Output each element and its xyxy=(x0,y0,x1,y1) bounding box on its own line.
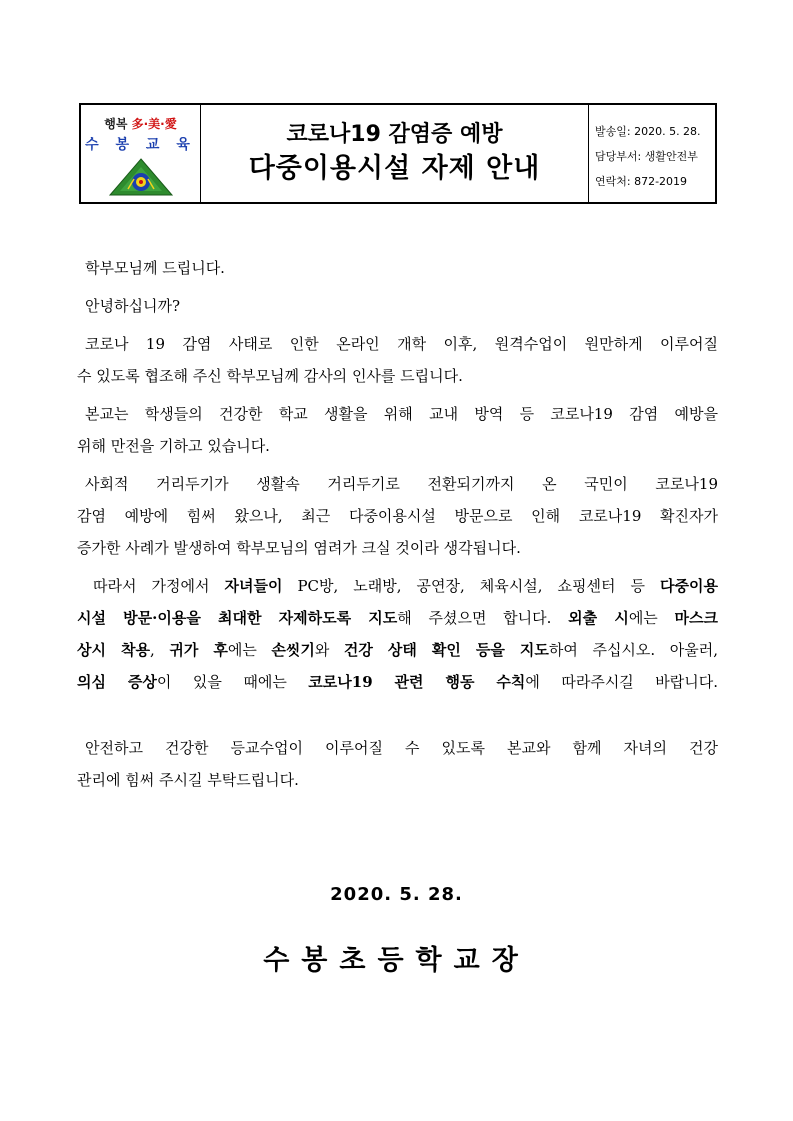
text-run: , xyxy=(149,641,170,659)
paragraph-line xyxy=(77,570,718,602)
emphasis-text: 귀가 후 xyxy=(169,641,228,659)
paragraph-line: 위해 만전을 기하고 있습니다. xyxy=(77,437,270,455)
paragraph-line: 증가한 사례가 발생하여 학부모님의 염려가 크실 것이라 생각됩니다. xyxy=(77,539,521,557)
paragraph-4 xyxy=(77,570,718,698)
paragraph-1 xyxy=(77,328,718,392)
paragraph-line xyxy=(77,602,718,634)
text-run: 에는 xyxy=(227,641,272,659)
logo-name: 수 봉 교 육 xyxy=(85,137,196,153)
logo-slogan-emphasis: 多·美·愛 xyxy=(131,117,177,131)
text-run: 에는 xyxy=(628,609,675,627)
paragraph-line: 수 있도록 협조해 주신 학부모님께 감사의 인사를 드립니다. xyxy=(77,367,463,385)
sent-date: 발송일: 2020. 5. 28. xyxy=(595,125,701,138)
greeting: 학부모님께 드립니다. xyxy=(85,259,225,277)
letter-date: 2020. 5. 28. xyxy=(330,884,463,905)
contact: 연락처: 872-2019 xyxy=(595,175,688,188)
emphasis-text: 마스크 xyxy=(674,609,719,627)
letterhead xyxy=(79,103,717,204)
department: 담당부서: 생활안전부 xyxy=(595,150,698,163)
logo-slogan xyxy=(104,115,177,132)
text-run: 와 xyxy=(314,641,344,659)
emphasis-text: 코로나19 관련 행동 수칙 xyxy=(308,673,526,691)
paragraph-5 xyxy=(77,732,718,796)
paragraph-line: 코로나 19 감염 사태로 인한 온라인 개학 이후, 원격수업이 원만하게 이루어질 xyxy=(85,335,718,353)
paragraph-3 xyxy=(77,468,718,564)
emphasis-text: 건강 상태 확인 등을 지도 xyxy=(343,641,549,659)
text-run: 에 따라주시길 바랍니다. xyxy=(525,673,719,691)
hello: 안녕하십니까? xyxy=(85,297,180,315)
emphasis-text: 외출 시 xyxy=(568,609,629,627)
info-block xyxy=(589,105,715,202)
emphasis-text: 자녀들이 xyxy=(224,577,283,595)
text-run: 따라서 가정에서 xyxy=(93,577,225,595)
title-line1: 코로나19 감염증 예방 xyxy=(286,121,503,147)
text-run: 이 있을 때에는 xyxy=(156,673,309,691)
paragraph-line: 본교는 학생들의 건강한 학교 생활을 위해 교내 방역 등 코로나19 감염 예방을 xyxy=(85,405,718,423)
logo-slogan-prefix: 행복 xyxy=(104,117,128,131)
title-block xyxy=(201,105,589,202)
emphasis-text: 시설 방문·이용을 최대한 자제하도록 지도 xyxy=(77,609,398,627)
paragraph-line xyxy=(77,666,718,698)
emphasis-text: 상시 착용 xyxy=(77,641,150,659)
letter-body xyxy=(77,252,718,796)
page-title: 다중이용시설 자제 안내 xyxy=(248,152,541,184)
paragraph-line: 감염 예방에 힘써 왔으나, 최근 다중이용시설 방문으로 인해 코로나19 확진자가 xyxy=(77,507,718,525)
paragraph-line: 관리에 힘써 주시길 부탁드립니다. xyxy=(77,771,299,789)
school-emblem-icon xyxy=(108,157,174,201)
emphasis-text: 의심 증상 xyxy=(77,673,157,691)
text-run: 하여 주십시오. 아울러, xyxy=(548,641,718,659)
text-run: PC방, 노래방, 공연장, 체육시설, 쇼핑센터 등 xyxy=(282,577,661,595)
school-logo xyxy=(81,105,201,202)
paragraph-line: 사회적 거리두기가 생활속 거리두기로 전환되기까지 온 국민이 코로나19 xyxy=(85,475,718,493)
emphasis-text: 손씻기 xyxy=(271,641,315,659)
paragraph-2 xyxy=(77,398,718,462)
paragraph-line xyxy=(77,634,718,666)
signer: 수봉초등학교장 xyxy=(263,945,530,976)
emphasis-text: 다중이용 xyxy=(660,577,718,595)
text-run: 해 주셨으면 합니다. xyxy=(397,609,569,627)
paragraph-line: 안전하고 건강한 등교수업이 이루어질 수 있도록 본교와 함께 자녀의 건강 xyxy=(85,739,718,757)
